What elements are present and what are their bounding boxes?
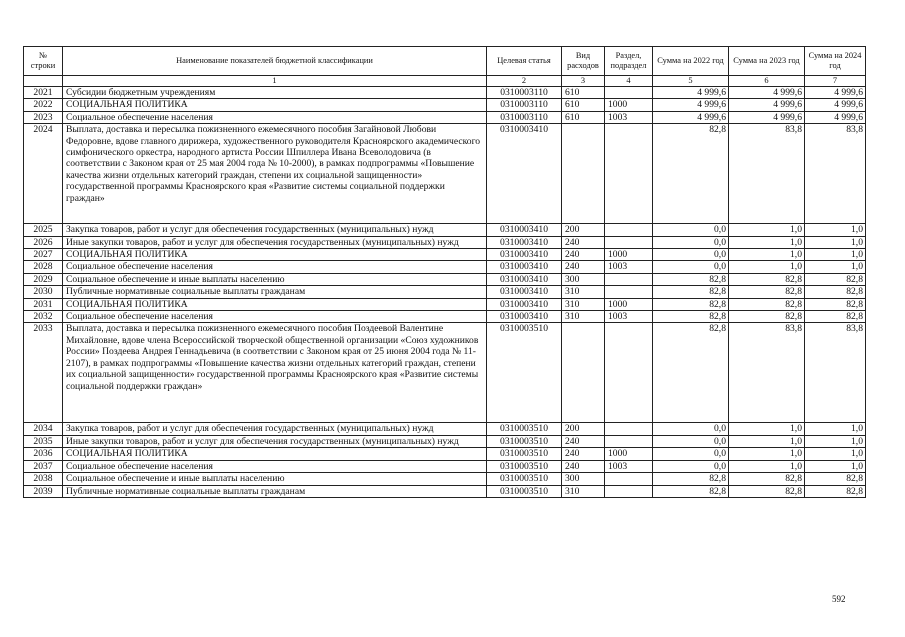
row-section-cell <box>605 124 653 224</box>
row-sum-2024-cell: 1,0 <box>805 224 866 236</box>
table-row <box>24 224 866 236</box>
row-sum-2023-cell: 1,0 <box>729 448 805 460</box>
header-name: Наименование показателей бюджетной классификации <box>63 47 487 76</box>
row-sum-2022-cell: 4 999,6 <box>653 87 729 99</box>
header-section: Раздел, подраздел <box>605 47 653 76</box>
row-section-cell <box>605 473 653 485</box>
table-row <box>24 261 866 273</box>
table-row <box>24 298 866 310</box>
table-row <box>24 435 866 447</box>
col-num-blank <box>24 76 63 87</box>
row-section-cell <box>605 485 653 497</box>
row-number-cell: 2023 <box>24 111 63 123</box>
row-sum-2022-cell: 82,8 <box>653 473 729 485</box>
row-section-cell: 1003 <box>605 460 653 472</box>
table-row <box>24 473 866 485</box>
row-sum-2024-cell: 4 999,6 <box>805 99 866 111</box>
header-sum-2023: Сумма на 2023 год <box>729 47 805 76</box>
row-number-cell: 2036 <box>24 448 63 460</box>
row-type-cell: 300 <box>562 473 605 485</box>
row-type-cell: 240 <box>562 249 605 261</box>
row-sum-2023-cell: 1,0 <box>729 249 805 261</box>
row-name-cell: Социальное обеспечение населения <box>63 111 487 123</box>
row-sum-2024-cell: 1,0 <box>805 448 866 460</box>
row-sum-2022-cell: 4 999,6 <box>653 111 729 123</box>
row-number-cell: 2039 <box>24 485 63 497</box>
row-sum-2023-cell: 82,8 <box>729 311 805 323</box>
row-number-cell: 2025 <box>24 224 63 236</box>
row-sum-2024-cell: 1,0 <box>805 423 866 435</box>
row-section-cell: 1000 <box>605 448 653 460</box>
row-number-cell: 2028 <box>24 261 63 273</box>
row-sum-2022-cell: 82,8 <box>653 485 729 497</box>
row-section-cell: 1003 <box>605 111 653 123</box>
row-name-cell: СОЦИАЛЬНАЯ ПОЛИТИКА <box>63 99 487 111</box>
row-sum-2023-cell: 82,8 <box>729 273 805 285</box>
row-name-cell: Публичные нормативные социальные выплаты гражданам <box>63 485 487 497</box>
row-number-cell: 2031 <box>24 298 63 310</box>
row-section-cell: 1000 <box>605 99 653 111</box>
row-sum-2022-cell: 0,0 <box>653 236 729 248</box>
table-row <box>24 99 866 111</box>
row-section-cell: 1000 <box>605 249 653 261</box>
row-sum-2022-cell: 0,0 <box>653 423 729 435</box>
row-target-cell: 0310003110 <box>487 99 562 111</box>
row-type-cell: 240 <box>562 435 605 447</box>
row-section-cell <box>605 273 653 285</box>
row-target-cell: 0310003410 <box>487 261 562 273</box>
row-name-cell: Социальное обеспечение населения <box>63 261 487 273</box>
row-name-cell: Социальное обеспечение и иные выплаты населению <box>63 473 487 485</box>
row-type-cell: 610 <box>562 99 605 111</box>
row-type-cell: 310 <box>562 298 605 310</box>
row-sum-2024-cell: 82,8 <box>805 298 866 310</box>
col-num-6: 6 <box>729 76 805 87</box>
row-target-cell: 0310003510 <box>487 435 562 447</box>
row-sum-2024-cell: 83,8 <box>805 124 866 224</box>
row-type-cell: 310 <box>562 286 605 298</box>
row-sum-2023-cell: 1,0 <box>729 236 805 248</box>
row-sum-2024-cell: 4 999,6 <box>805 87 866 99</box>
row-sum-2022-cell: 0,0 <box>653 435 729 447</box>
row-section-cell <box>605 435 653 447</box>
row-sum-2023-cell: 83,8 <box>729 124 805 224</box>
row-target-cell: 0310003410 <box>487 236 562 248</box>
table-row <box>24 249 866 261</box>
col-num-1: 1 <box>63 76 487 87</box>
row-target-cell: 0310003410 <box>487 311 562 323</box>
row-sum-2023-cell: 4 999,6 <box>729 87 805 99</box>
table-row <box>24 423 866 435</box>
row-section-cell <box>605 236 653 248</box>
row-sum-2023-cell: 82,8 <box>729 473 805 485</box>
row-name-cell: Субсидии бюджетным учреждениям <box>63 87 487 99</box>
header-sum-2022: Сумма на 2022 год <box>653 47 729 76</box>
row-type-cell: 240 <box>562 236 605 248</box>
table-row <box>24 323 866 423</box>
table-header-row <box>24 47 866 76</box>
row-name-cell: Социальное обеспечение населения <box>63 311 487 323</box>
row-sum-2023-cell: 82,8 <box>729 286 805 298</box>
row-sum-2023-cell: 82,8 <box>729 298 805 310</box>
row-type-cell: 200 <box>562 224 605 236</box>
row-sum-2022-cell: 0,0 <box>653 249 729 261</box>
row-target-cell: 0310003410 <box>487 298 562 310</box>
table-row <box>24 87 866 99</box>
table-row <box>24 236 866 248</box>
row-type-cell: 610 <box>562 111 605 123</box>
row-target-cell: 0310003510 <box>487 473 562 485</box>
row-name-cell: Иные закупки товаров, работ и услуг для обеспечения государственных (муниципальных) нужд <box>63 435 487 447</box>
table-row <box>24 286 866 298</box>
row-section-cell: 1003 <box>605 261 653 273</box>
table-row <box>24 311 866 323</box>
row-section-cell <box>605 87 653 99</box>
row-target-cell: 0310003410 <box>487 124 562 224</box>
col-num-7: 7 <box>805 76 866 87</box>
row-name-cell: Социальное обеспечение населения <box>63 460 487 472</box>
row-number-cell: 2034 <box>24 423 63 435</box>
col-num-5: 5 <box>653 76 729 87</box>
table-row <box>24 111 866 123</box>
row-number-cell: 2037 <box>24 460 63 472</box>
row-number-cell: 2024 <box>24 124 63 224</box>
row-type-cell: 300 <box>562 273 605 285</box>
header-row-no: № строки <box>24 47 63 76</box>
table-body <box>24 87 866 498</box>
header-type: Вид расходов <box>562 47 605 76</box>
row-sum-2022-cell: 82,8 <box>653 311 729 323</box>
row-target-cell: 0310003510 <box>487 423 562 435</box>
row-sum-2023-cell: 4 999,6 <box>729 111 805 123</box>
table-row <box>24 273 866 285</box>
row-sum-2023-cell: 4 999,6 <box>729 99 805 111</box>
row-number-cell: 2030 <box>24 286 63 298</box>
row-name-cell: СОЦИАЛЬНАЯ ПОЛИТИКА <box>63 448 487 460</box>
row-section-cell: 1003 <box>605 311 653 323</box>
row-sum-2023-cell: 1,0 <box>729 460 805 472</box>
row-name-cell: Выплата, доставка и пересылка пожизненного ежемесячного пособия Загайновой Любови Федоровне, вдове главного дирижера, художественного руководителя Красноярского академического симфонического оркестра, народного артиста России Шпиллера Ивана Всеволодовича (в соответствии с Законом края от 25 мая 2004 года № 10-2000), в рамках подпрограммы «Повышение качества жизни отдельных категорий граждан, степени их социальной защищенности» государственной программы Красноярского края «Развитие системы социальной поддержки граждан» <box>63 124 487 224</box>
row-section-cell <box>605 286 653 298</box>
row-number-cell: 2027 <box>24 249 63 261</box>
row-target-cell: 0310003410 <box>487 249 562 261</box>
row-name-cell: Социальное обеспечение и иные выплаты населению <box>63 273 487 285</box>
page-number: 592 <box>832 594 846 604</box>
row-type-cell: 310 <box>562 485 605 497</box>
row-type-cell: 240 <box>562 448 605 460</box>
row-sum-2023-cell: 1,0 <box>729 224 805 236</box>
table-row <box>24 448 866 460</box>
row-sum-2024-cell: 1,0 <box>805 236 866 248</box>
row-sum-2022-cell: 82,8 <box>653 323 729 423</box>
row-type-cell: 240 <box>562 261 605 273</box>
row-sum-2023-cell: 1,0 <box>729 261 805 273</box>
row-target-cell: 0310003410 <box>487 224 562 236</box>
row-number-cell: 2038 <box>24 473 63 485</box>
row-sum-2022-cell: 82,8 <box>653 298 729 310</box>
row-number-cell: 2021 <box>24 87 63 99</box>
row-target-cell: 0310003110 <box>487 87 562 99</box>
row-number-cell: 2022 <box>24 99 63 111</box>
table-row <box>24 124 866 224</box>
row-sum-2024-cell: 82,8 <box>805 273 866 285</box>
row-target-cell: 0310003410 <box>487 273 562 285</box>
row-sum-2023-cell: 1,0 <box>729 423 805 435</box>
row-name-cell: СОЦИАЛЬНАЯ ПОЛИТИКА <box>63 249 487 261</box>
row-target-cell: 0310003510 <box>487 448 562 460</box>
row-sum-2024-cell: 4 999,6 <box>805 111 866 123</box>
row-target-cell: 0310003410 <box>487 286 562 298</box>
row-sum-2023-cell: 1,0 <box>729 435 805 447</box>
row-sum-2024-cell: 1,0 <box>805 460 866 472</box>
row-sum-2024-cell: 82,8 <box>805 286 866 298</box>
row-sum-2022-cell: 0,0 <box>653 261 729 273</box>
header-target: Целевая статья <box>487 47 562 76</box>
col-num-4: 4 <box>605 76 653 87</box>
row-sum-2024-cell: 82,8 <box>805 473 866 485</box>
row-number-cell: 2033 <box>24 323 63 423</box>
row-section-cell: 1000 <box>605 298 653 310</box>
row-type-cell: 240 <box>562 460 605 472</box>
row-sum-2022-cell: 0,0 <box>653 460 729 472</box>
row-sum-2024-cell: 1,0 <box>805 261 866 273</box>
row-sum-2024-cell: 83,8 <box>805 323 866 423</box>
row-sum-2023-cell: 82,8 <box>729 485 805 497</box>
col-num-2: 2 <box>487 76 562 87</box>
row-number-cell: 2029 <box>24 273 63 285</box>
row-sum-2024-cell: 1,0 <box>805 435 866 447</box>
row-sum-2024-cell: 1,0 <box>805 249 866 261</box>
col-num-3: 3 <box>562 76 605 87</box>
row-type-cell: 610 <box>562 87 605 99</box>
row-name-cell: СОЦИАЛЬНАЯ ПОЛИТИКА <box>63 298 487 310</box>
row-sum-2024-cell: 82,8 <box>805 485 866 497</box>
row-section-cell <box>605 323 653 423</box>
row-sum-2022-cell: 4 999,6 <box>653 99 729 111</box>
row-type-cell <box>562 323 605 423</box>
row-sum-2022-cell: 0,0 <box>653 224 729 236</box>
row-target-cell: 0310003110 <box>487 111 562 123</box>
row-number-cell: 2035 <box>24 435 63 447</box>
row-sum-2024-cell: 82,8 <box>805 311 866 323</box>
header-sum-2024: Сумма на 2024 год <box>805 47 866 76</box>
row-type-cell: 310 <box>562 311 605 323</box>
row-name-cell: Закупка товаров, работ и услуг для обеспечения государственных (муниципальных) нужд <box>63 423 487 435</box>
row-sum-2022-cell: 82,8 <box>653 273 729 285</box>
row-name-cell: Публичные нормативные социальные выплаты гражданам <box>63 286 487 298</box>
row-number-cell: 2026 <box>24 236 63 248</box>
row-type-cell <box>562 124 605 224</box>
row-type-cell: 200 <box>562 423 605 435</box>
row-target-cell: 0310003510 <box>487 460 562 472</box>
row-name-cell: Выплата, доставка и пересылка пожизненного ежемесячного пособия Поздеевой Валентине Михайловне, вдове члена Всероссийской творческой общественной организации «Союз художников России» Поздеева Андрея Геннадьевича (в соответствии с Законом края от 25 июня 2004 года № 11-2107), в рамках подпрограммы «Повышение качества жизни отдельных категорий граждан, степени их социальной защищенности» государственной программы Красноярского края «Развитие системы социальной поддержки граждан» <box>63 323 487 423</box>
column-number-row <box>24 76 866 87</box>
table-row <box>24 460 866 472</box>
row-number-cell: 2032 <box>24 311 63 323</box>
row-sum-2023-cell: 83,8 <box>729 323 805 423</box>
row-sum-2022-cell: 0,0 <box>653 448 729 460</box>
budget-document <box>23 46 865 498</box>
row-target-cell: 0310003510 <box>487 323 562 423</box>
budget-table <box>23 46 866 498</box>
row-sum-2022-cell: 82,8 <box>653 124 729 224</box>
row-section-cell <box>605 423 653 435</box>
table-row <box>24 485 866 497</box>
row-name-cell: Закупка товаров, работ и услуг для обеспечения государственных (муниципальных) нужд <box>63 224 487 236</box>
row-section-cell <box>605 224 653 236</box>
row-sum-2022-cell: 82,8 <box>653 286 729 298</box>
row-name-cell: Иные закупки товаров, работ и услуг для обеспечения государственных (муниципальных) нужд <box>63 236 487 248</box>
row-target-cell: 0310003510 <box>487 485 562 497</box>
